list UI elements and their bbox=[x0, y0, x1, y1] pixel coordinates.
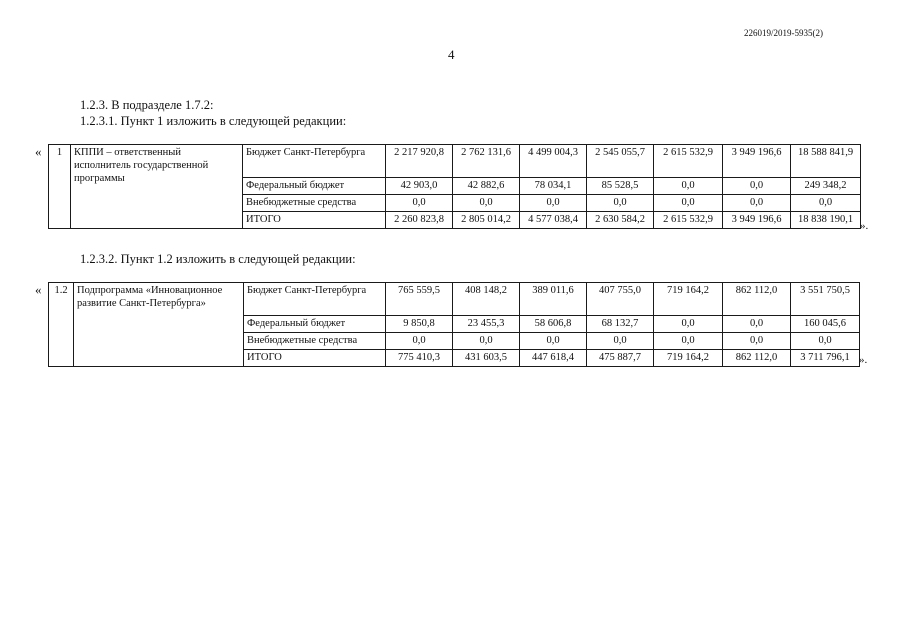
value-cell: 68 132,7 bbox=[587, 316, 654, 333]
total-cell: 3 711 796,1 bbox=[791, 350, 860, 367]
value-cell: 407 755,0 bbox=[587, 283, 654, 316]
value-cell: 447 618,4 bbox=[520, 350, 587, 367]
budget-table-2 bbox=[48, 282, 860, 367]
total-cell: 160 045,6 bbox=[791, 316, 860, 333]
value-cell: 2 615 532,9 bbox=[654, 145, 723, 178]
value-cell: 0,0 bbox=[587, 195, 654, 212]
category-cell: Бюджет Санкт-Петербурга bbox=[244, 283, 386, 316]
total-cell: 0,0 bbox=[791, 333, 860, 350]
total-cell: 18 588 841,9 bbox=[791, 145, 861, 178]
value-cell: 0,0 bbox=[453, 333, 520, 350]
total-cell: 3 551 750,5 bbox=[791, 283, 860, 316]
value-cell: 58 606,8 bbox=[520, 316, 587, 333]
value-cell: 408 148,2 bbox=[453, 283, 520, 316]
value-cell: 0,0 bbox=[654, 195, 723, 212]
value-cell: 23 455,3 bbox=[453, 316, 520, 333]
closing-quote: ». bbox=[860, 220, 869, 232]
value-cell: 2 630 584,2 bbox=[587, 212, 654, 229]
total-cell: 249 348,2 bbox=[791, 178, 861, 195]
total-cell: 18 838 190,1 bbox=[791, 212, 861, 229]
category-cell: ИТОГО bbox=[244, 350, 386, 367]
value-cell: 0,0 bbox=[654, 333, 723, 350]
category-cell: Федеральный бюджет bbox=[244, 316, 386, 333]
value-cell: 2 762 131,6 bbox=[453, 145, 520, 178]
category-cell: Внебюджетные средства bbox=[243, 195, 386, 212]
document-id: 226019/2019-5935(2) bbox=[744, 28, 823, 38]
value-cell: 0,0 bbox=[386, 195, 453, 212]
value-cell: 0,0 bbox=[654, 316, 723, 333]
category-cell: ИТОГО bbox=[243, 212, 386, 229]
value-cell: 862 112,0 bbox=[723, 283, 791, 316]
value-cell: 0,0 bbox=[723, 316, 791, 333]
paragraph-subsection: 1.2.3. В подразделе 1.7.2: bbox=[80, 98, 214, 112]
program-name: КППИ – ответственный исполнитель государственной программы bbox=[71, 145, 243, 229]
value-cell: 2 805 014,2 bbox=[453, 212, 520, 229]
closing-quote: ». bbox=[859, 354, 868, 366]
value-cell: 862 112,0 bbox=[723, 350, 791, 367]
value-cell: 0,0 bbox=[520, 195, 587, 212]
value-cell: 2 615 532,9 bbox=[654, 212, 723, 229]
value-cell: 389 011,6 bbox=[520, 283, 587, 316]
value-cell: 0,0 bbox=[723, 178, 791, 195]
category-cell: Внебюджетные средства bbox=[244, 333, 386, 350]
value-cell: 3 949 196,6 bbox=[723, 212, 791, 229]
value-cell: 775 410,3 bbox=[386, 350, 453, 367]
value-cell: 0,0 bbox=[587, 333, 654, 350]
value-cell: 42 882,6 bbox=[453, 178, 520, 195]
paragraph-item-1-2: 1.2.3.2. Пункт 1.2 изложить в следующей редакции: bbox=[80, 252, 356, 266]
value-cell: 0,0 bbox=[723, 195, 791, 212]
value-cell: 0,0 bbox=[453, 195, 520, 212]
page-number: 4 bbox=[448, 47, 455, 62]
table-row bbox=[49, 145, 861, 178]
category-cell: Бюджет Санкт-Петербурга bbox=[243, 145, 386, 178]
value-cell: 475 887,7 bbox=[587, 350, 654, 367]
value-cell: 2 545 055,7 bbox=[587, 145, 654, 178]
value-cell: 0,0 bbox=[520, 333, 587, 350]
value-cell: 42 903,0 bbox=[386, 178, 453, 195]
value-cell: 4 577 038,4 bbox=[520, 212, 587, 229]
value-cell: 9 850,8 bbox=[386, 316, 453, 333]
value-cell: 719 164,2 bbox=[654, 283, 723, 316]
value-cell: 3 949 196,6 bbox=[723, 145, 791, 178]
row-number: 1.2 bbox=[49, 283, 74, 367]
value-cell: 78 034,1 bbox=[520, 178, 587, 195]
value-cell: 2 260 823,8 bbox=[386, 212, 453, 229]
table-row bbox=[49, 283, 860, 316]
opening-quote: « bbox=[35, 282, 42, 297]
opening-quote: « bbox=[35, 144, 42, 159]
value-cell: 0,0 bbox=[654, 178, 723, 195]
paragraph-item-1: 1.2.3.1. Пункт 1 изложить в следующей редакции: bbox=[80, 114, 347, 128]
row-number: 1 bbox=[49, 145, 71, 229]
value-cell: 85 528,5 bbox=[587, 178, 654, 195]
budget-table-1 bbox=[48, 144, 861, 229]
value-cell: 4 499 004,3 bbox=[520, 145, 587, 178]
value-cell: 0,0 bbox=[723, 333, 791, 350]
total-cell: 0,0 bbox=[791, 195, 861, 212]
value-cell: 2 217 920,8 bbox=[386, 145, 453, 178]
value-cell: 765 559,5 bbox=[386, 283, 453, 316]
value-cell: 719 164,2 bbox=[654, 350, 723, 367]
category-cell: Федеральный бюджет bbox=[243, 178, 386, 195]
program-name: Подпрограмма «Инновационное развитие Санкт-Петербурга» bbox=[74, 283, 244, 367]
value-cell: 0,0 bbox=[386, 333, 453, 350]
value-cell: 431 603,5 bbox=[453, 350, 520, 367]
